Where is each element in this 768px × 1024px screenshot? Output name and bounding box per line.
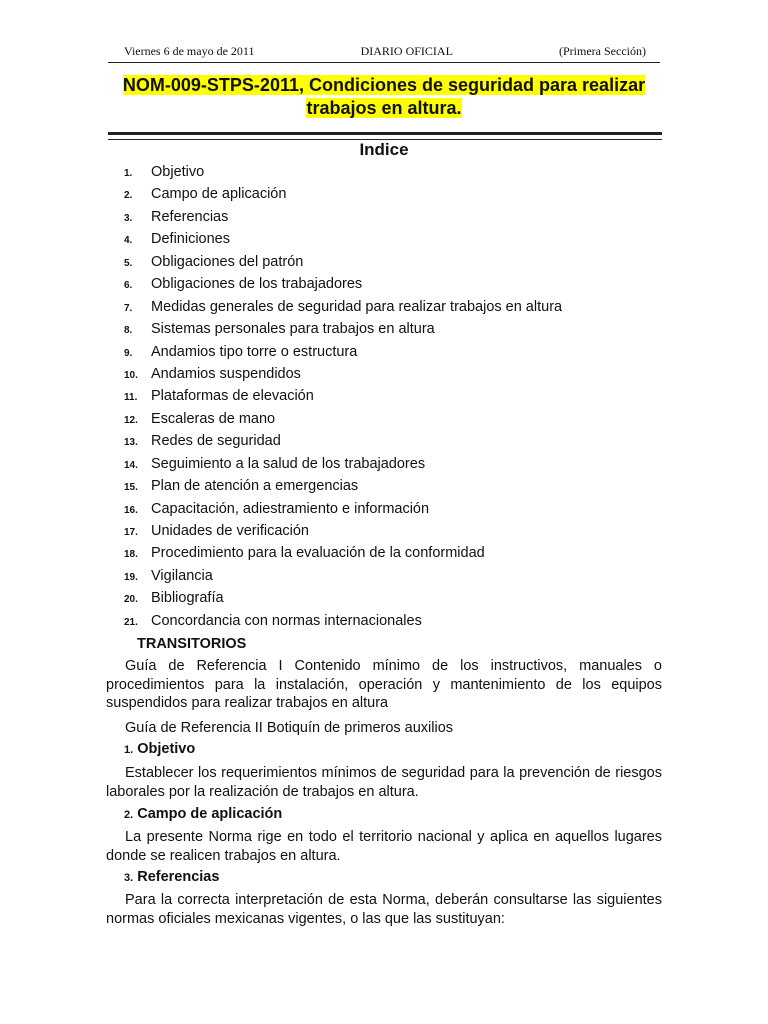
- section-title: Referencias: [137, 869, 220, 885]
- section-text: Para la correcta interpretación de esta Norma, deberán consultarse las siguientes normas oficiales mexicanas vigentes, o las que las sustituyan:: [106, 892, 662, 927]
- section-title: Campo de aplicación: [137, 806, 283, 822]
- toc-item: [124, 231, 562, 253]
- toc-item-label: Plataformas de elevación: [151, 388, 314, 405]
- toc-item: [124, 433, 562, 455]
- toc-item-label: Seguimiento a la salud de los trabajadores: [151, 455, 426, 472]
- section-text: La presente Norma rige en todo el territorio nacional y aplica en aquellos lugares donde se realicen trabajos en altura.: [106, 829, 662, 864]
- page-header: [124, 44, 646, 59]
- toc-item-number: 8.: [124, 325, 133, 337]
- title-line-1: NOM-009-STPS-2011, Condiciones de seguridad para realizar: [122, 75, 646, 95]
- toc-item-label: Concordancia con normas internacionales: [151, 612, 422, 629]
- toc-item: [124, 299, 562, 321]
- toc-item: [124, 545, 562, 567]
- section-text: Establecer los requerimientos mínimos de seguridad para la prevención de riesgos laborales por la realización de trabajos en altura.: [106, 765, 662, 800]
- toc-item-number: 1.: [124, 168, 133, 179]
- toc-item: [124, 209, 562, 231]
- toc-item-number: 12.: [124, 414, 138, 426]
- toc-item: [124, 344, 562, 366]
- section-number: 2.: [124, 809, 134, 821]
- toc-item-label: Definiciones: [151, 231, 230, 248]
- toc-item-number: 15.: [124, 482, 138, 494]
- toc-item-number: 16.: [124, 504, 138, 516]
- toc-item-label: Bibliografía: [151, 590, 224, 607]
- toc-item-number: 9.: [124, 347, 133, 359]
- transitorios-heading: TRANSITORIOS: [137, 636, 247, 652]
- toc-item-number: 11.: [124, 392, 138, 404]
- section-heading: [106, 868, 680, 888]
- toc-item-label: Sistemas personales para trabajos en altura: [151, 321, 435, 338]
- toc-item-number: 17.: [124, 527, 138, 538]
- guide-reference-1: Guía de Referencia I Contenido mínimo de los instructivos, manuales o procedimientos para la instalación, operación y mantenimiento de los equipos suspendidos para realizar trabajos en altura: [106, 658, 662, 711]
- header-date: Viernes 6 de mayo de 2011: [124, 44, 255, 58]
- toc-item: [124, 164, 562, 186]
- toc-item-label: Obligaciones de los trabajadores: [151, 276, 363, 293]
- toc-item-number: 21.: [124, 616, 138, 628]
- toc-item-number: 5.: [124, 257, 133, 269]
- toc-item-number: 7.: [124, 302, 133, 314]
- section-number: 3.: [124, 872, 134, 884]
- header-rule: [108, 62, 660, 63]
- toc-item-label: Andamios tipo torre o estructura: [151, 343, 358, 360]
- toc-item-number: 19.: [124, 571, 138, 583]
- document-title: [108, 74, 660, 120]
- toc-item-label: Vigilancia: [151, 567, 213, 584]
- toc-item-number: 14.: [124, 459, 138, 471]
- section-number: 1.: [124, 744, 134, 756]
- toc-item-label: Obligaciones del patrón: [151, 253, 304, 270]
- section-heading: [106, 805, 680, 825]
- toc-item: [124, 568, 562, 590]
- toc-item-label: Campo de aplicación: [151, 186, 287, 203]
- toc-item-label: Andamios suspendidos: [151, 365, 301, 382]
- toc-item-number: 4.: [124, 235, 133, 247]
- toc-item-label: Plan de atención a emergencias: [151, 478, 359, 495]
- header-section: (Primera Sección): [559, 44, 646, 58]
- guide-reference-2: Guía de Referencia II Botiquín de primeros auxilios: [125, 720, 454, 736]
- section-heading: [106, 740, 680, 760]
- toc-item: [124, 366, 562, 388]
- toc-item-label: Escaleras de mano: [151, 410, 276, 427]
- header-publication: DIARIO OFICIAL: [360, 44, 453, 58]
- section-title: Objetivo: [137, 741, 196, 757]
- toc-item-number: 13.: [124, 437, 138, 449]
- toc-item-label: Unidades de verificación: [151, 523, 309, 539]
- toc-item: [124, 411, 562, 433]
- toc-item: [124, 321, 562, 343]
- toc-item: [124, 254, 562, 276]
- toc-item: [124, 501, 562, 523]
- toc-item: [124, 523, 562, 545]
- toc-item-number: 20.: [124, 594, 138, 606]
- toc-item: [124, 456, 562, 478]
- index-heading: Indice: [359, 140, 409, 159]
- table-of-contents: [124, 164, 562, 635]
- toc-item-label: Capacitación, adiestramiento e información: [151, 500, 430, 517]
- toc-item: [124, 388, 562, 410]
- toc-item-label: Objetivo: [151, 164, 205, 180]
- title-divider: [108, 132, 662, 140]
- toc-item-label: Referencias: [151, 208, 229, 225]
- toc-item-number: 2.: [124, 190, 133, 202]
- toc-item-label: Redes de seguridad: [151, 433, 281, 450]
- toc-item-number: 3.: [124, 212, 133, 224]
- toc-item-number: 18.: [124, 549, 138, 561]
- toc-item: [124, 478, 562, 500]
- toc-item: [124, 186, 562, 208]
- toc-item-number: 10.: [124, 369, 138, 381]
- toc-item-label: Procedimiento para la evaluación de la conformidad: [151, 545, 485, 562]
- toc-item: [124, 590, 562, 612]
- toc-item-label: Medidas generales de seguridad para realizar trabajos en altura: [151, 298, 563, 315]
- toc-item-number: 6.: [124, 280, 133, 292]
- toc-item: [124, 613, 562, 635]
- title-line-2: trabajos en altura.: [306, 98, 462, 118]
- toc-item: [124, 276, 562, 298]
